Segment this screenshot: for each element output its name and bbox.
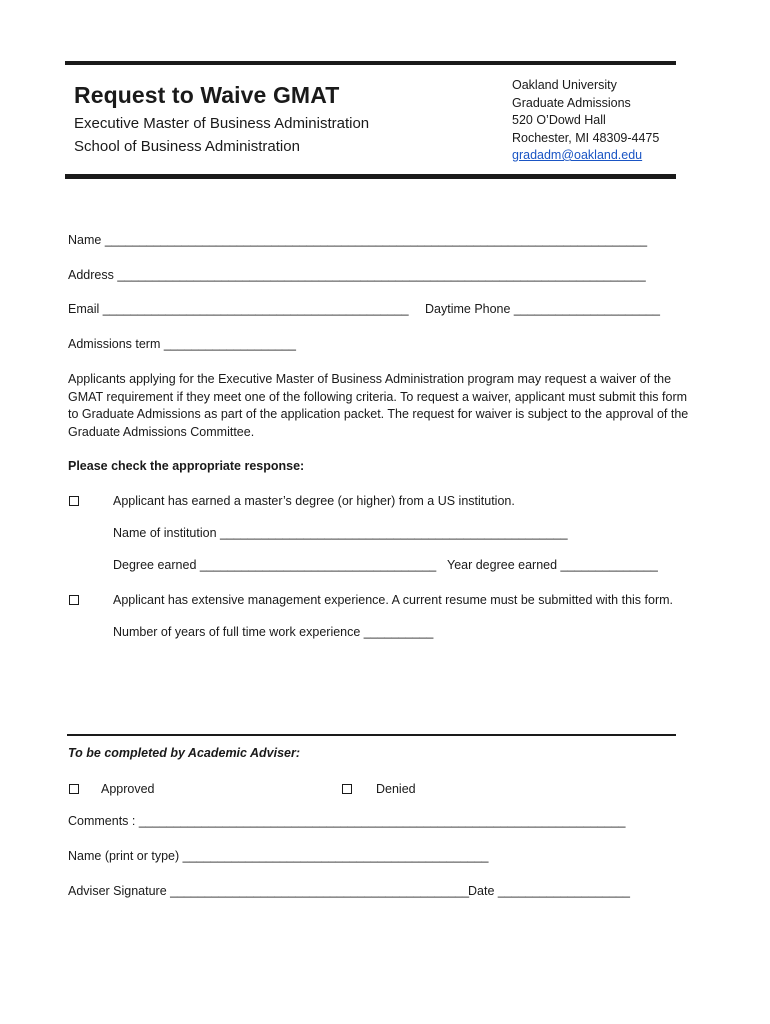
institution-field[interactable]: Name of institution __________________________________________________ [113,526,568,540]
school-name: School of Business Administration [74,138,300,155]
address-block [512,77,659,165]
header-bottom-rule [65,174,676,179]
instruction-text: Please check the appropriate response: [68,459,305,473]
intro-paragraph: Applicants applying for the Executive Master of Business Administration program may request a waiver of the GMAT requirement if they meet one of the following criteria. To request a waiver, applicant must submit this form to Graduate Admissions as part of the application packet. The request for waiver is subject to the approval of the Graduate Admissions Committee. [68,372,689,439]
adviser-signature-field[interactable]: Adviser Signature ___________________________________________ [68,884,470,898]
degree-earned-field[interactable]: Degree earned __________________________________ [113,558,437,572]
phone-field[interactable]: Daytime Phone _____________________ [425,302,660,316]
adviser-name-field[interactable]: Name (print or type) ____________________________________________ [68,849,489,863]
masters-degree-checkbox[interactable] [69,496,79,506]
date-field[interactable]: Date ___________________ [468,884,630,898]
address-field[interactable]: Address ____________________________________________________________________________ [68,268,646,282]
year-degree-field[interactable]: Year degree earned ______________ [447,558,658,572]
dept-name: Graduate Admissions [512,95,631,110]
street-address: 520 O’Dowd Hall [512,113,606,127]
org-name: Oakland University [512,78,617,92]
management-experience-label: Applicant has extensive management experience. A current resume must be submitted with this form. [113,593,673,607]
admissions-term-field[interactable]: Admissions term ___________________ [68,337,296,351]
contact-email-link[interactable]: gradadm@oakland.edu [512,148,643,162]
masters-degree-label: Applicant has earned a master’s degree (or higher) from a US institution. [113,494,515,508]
adviser-heading: To be completed by Academic Adviser: [68,746,301,760]
management-experience-checkbox[interactable] [69,595,79,605]
approved-checkbox[interactable] [69,784,79,794]
city-state-zip: Rochester, MI 48309-4475 [512,130,660,145]
email-field[interactable]: Email ____________________________________________ [68,302,409,316]
adviser-section-rule [67,734,676,736]
denied-checkbox[interactable] [342,784,352,794]
work-years-field[interactable]: Number of years of full time work experience __________ [113,625,434,639]
denied-label: Denied [376,782,416,796]
program-name: Executive Master of Business Administration [74,115,370,132]
page-title: Request to Waive GMAT [74,82,340,108]
comments-field[interactable]: Comments : ______________________________________________________________________ [68,814,626,828]
approved-label: Approved [101,782,155,796]
name-field[interactable]: Name ______________________________________________________________________________ [68,233,648,247]
header-top-rule [65,61,676,65]
